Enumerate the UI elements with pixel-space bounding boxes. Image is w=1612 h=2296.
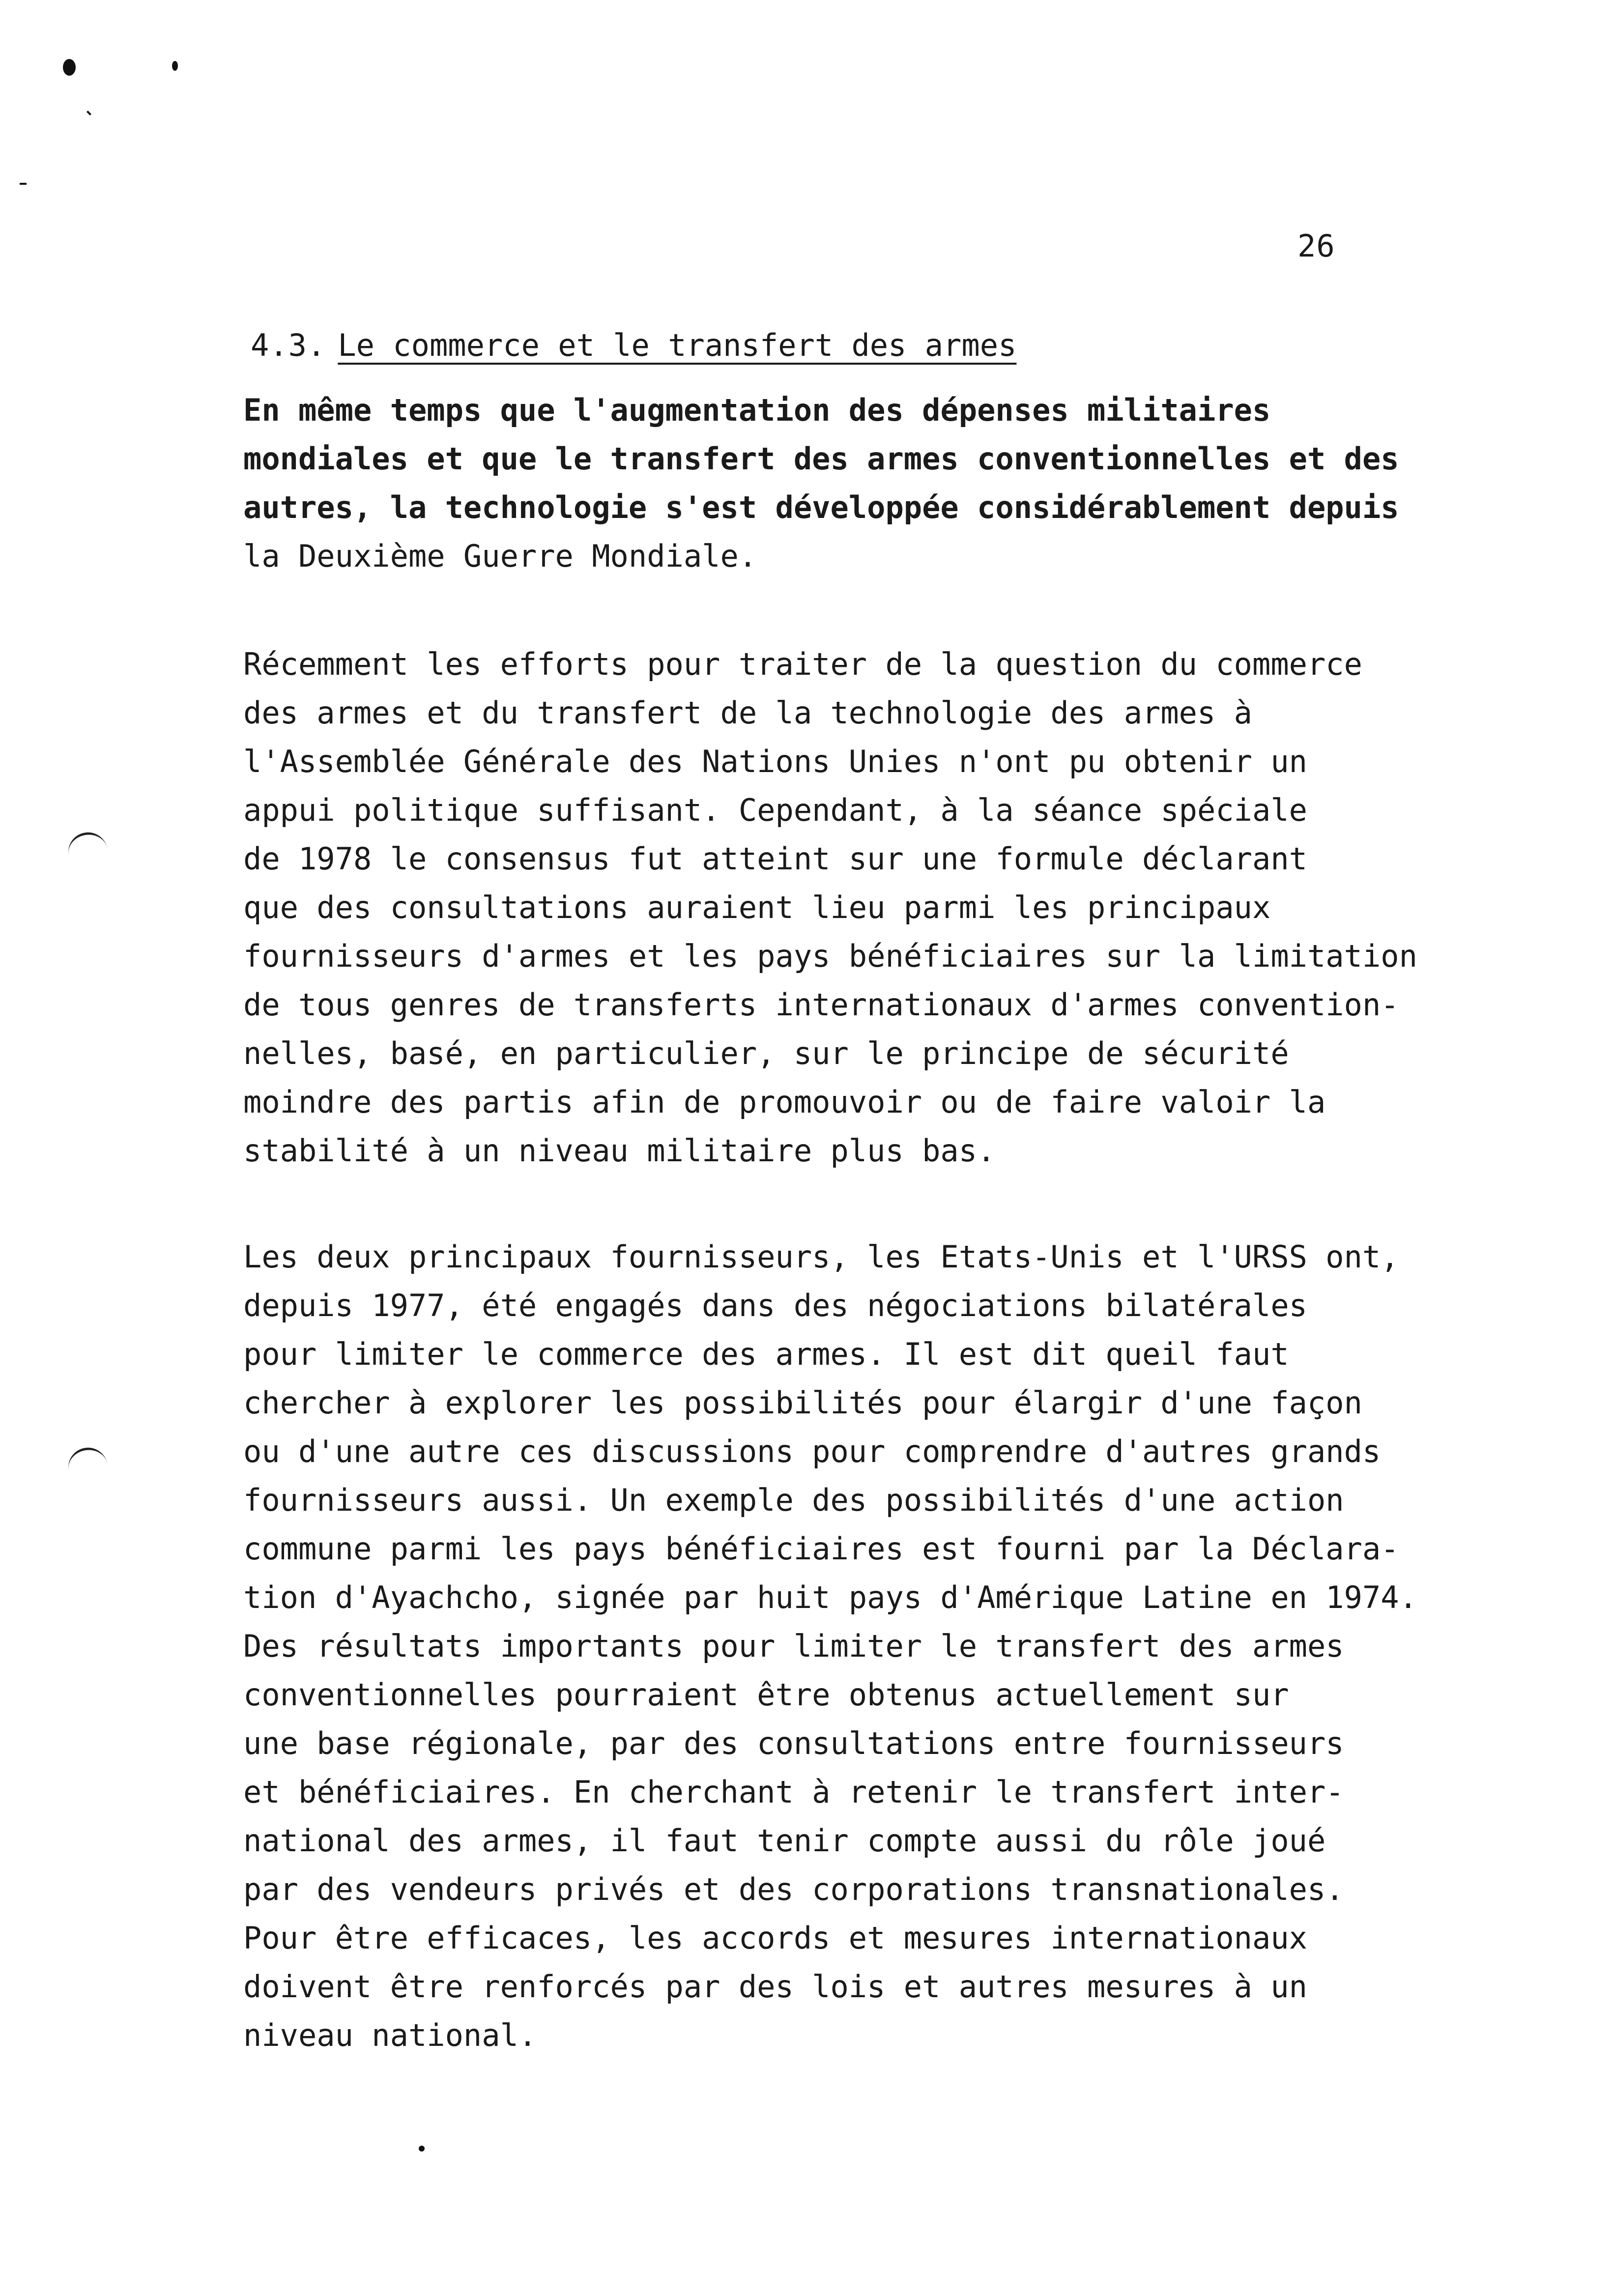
text-line: autres, la technologie s'est développée considérablement depuis xyxy=(243,489,1399,525)
page-number: 26 xyxy=(1297,228,1335,264)
paragraph-1 xyxy=(243,386,1541,580)
text-line: fournisseurs d'armes et les pays bénéficiaires sur la limitation xyxy=(243,938,1417,974)
text-line: Pour être efficaces, les accords et mesures internationaux xyxy=(243,1920,1307,1956)
scan-speck xyxy=(172,61,178,71)
text-line: de 1978 le consensus fut atteint sur une formule déclarant xyxy=(243,841,1307,877)
section-heading xyxy=(251,327,1017,363)
text-line: doivent être renforcés par des lois et autres mesures à un xyxy=(243,1969,1307,2005)
text-line: depuis 1977, été engagés dans des négociations bilatérales xyxy=(243,1288,1307,1323)
text-line: pour limiter le commerce des armes. Il est dit queil faut xyxy=(243,1336,1289,1372)
scan-speck xyxy=(63,59,76,76)
section-title: Le commerce et le transfert des armes xyxy=(338,327,1017,363)
text-line: ou d'une autre ces discussions pour comprendre d'autres grands xyxy=(243,1434,1381,1469)
text-line: moindre des partis afin de promouvoir ou de faire valoir la xyxy=(243,1084,1326,1120)
text-line: national des armes, il faut tenir compte aussi du rôle joué xyxy=(243,1823,1326,1859)
paragraph-2 xyxy=(243,640,1541,1175)
text-line: conventionnelles pourraient être obtenus actuellement sur xyxy=(243,1677,1289,1713)
scan-speck xyxy=(86,111,91,115)
text-line: des armes et du transfert de la technologie des armes à xyxy=(243,695,1252,731)
text-line: de tous genres de transferts internationaux d'armes convention- xyxy=(243,987,1399,1023)
text-line: fournisseurs aussi. Un exemple des possibilités d'une action xyxy=(243,1482,1344,1518)
text-line: par des vendeurs privés et des corporations transnationales. xyxy=(243,1871,1344,1907)
text-line: tion d'Ayachcho, signée par huit pays d'Amérique Latine en 1974. xyxy=(243,1579,1417,1615)
text-line: Les deux principaux fournisseurs, les Etats-Unis et l'URSS ont, xyxy=(243,1239,1399,1275)
punch-hole-mark xyxy=(65,1444,108,1473)
text-line: une base régionale, par des consultations entre fournisseurs xyxy=(243,1725,1344,1761)
text-line: mondiales et que le transfert des armes conventionnelles et des xyxy=(243,441,1399,477)
scan-speck xyxy=(20,183,27,185)
text-line: que des consultations auraient lieu parmi les principaux xyxy=(243,890,1271,925)
text-line: stabilité à un niveau militaire plus bas. xyxy=(243,1133,996,1169)
text-line: l'Assemblée Générale des Nations Unies n'ont pu obtenir un xyxy=(243,744,1307,779)
text-line: nelles, basé, en particulier, sur le principe de sécurité xyxy=(243,1035,1289,1071)
text-line: et bénéficiaires. En cherchant à retenir le transfert inter- xyxy=(243,1774,1344,1810)
text-line: chercher à explorer les possibilités pour élargir d'une façon xyxy=(243,1385,1362,1421)
text-line: Des résultats importants pour limiter le transfert des armes xyxy=(243,1628,1344,1664)
text-line: commune parmi les pays bénéficiaires est fourni par la Déclara- xyxy=(243,1531,1399,1567)
section-number: 4.3. xyxy=(251,327,326,363)
text-line: la Deuxième Guerre Mondiale. xyxy=(243,538,757,574)
text-line: niveau national. xyxy=(243,2017,537,2053)
text-line: En même temps que l'augmentation des dépenses militaires xyxy=(243,392,1271,428)
text-line: appui politique suffisant. Cependant, à la séance spéciale xyxy=(243,792,1307,828)
paragraph-3 xyxy=(243,1233,1541,2060)
text-line: Récemment les efforts pour traiter de la question du commerce xyxy=(243,646,1362,682)
punch-hole-mark xyxy=(65,829,108,858)
scan-speck xyxy=(419,2146,425,2152)
